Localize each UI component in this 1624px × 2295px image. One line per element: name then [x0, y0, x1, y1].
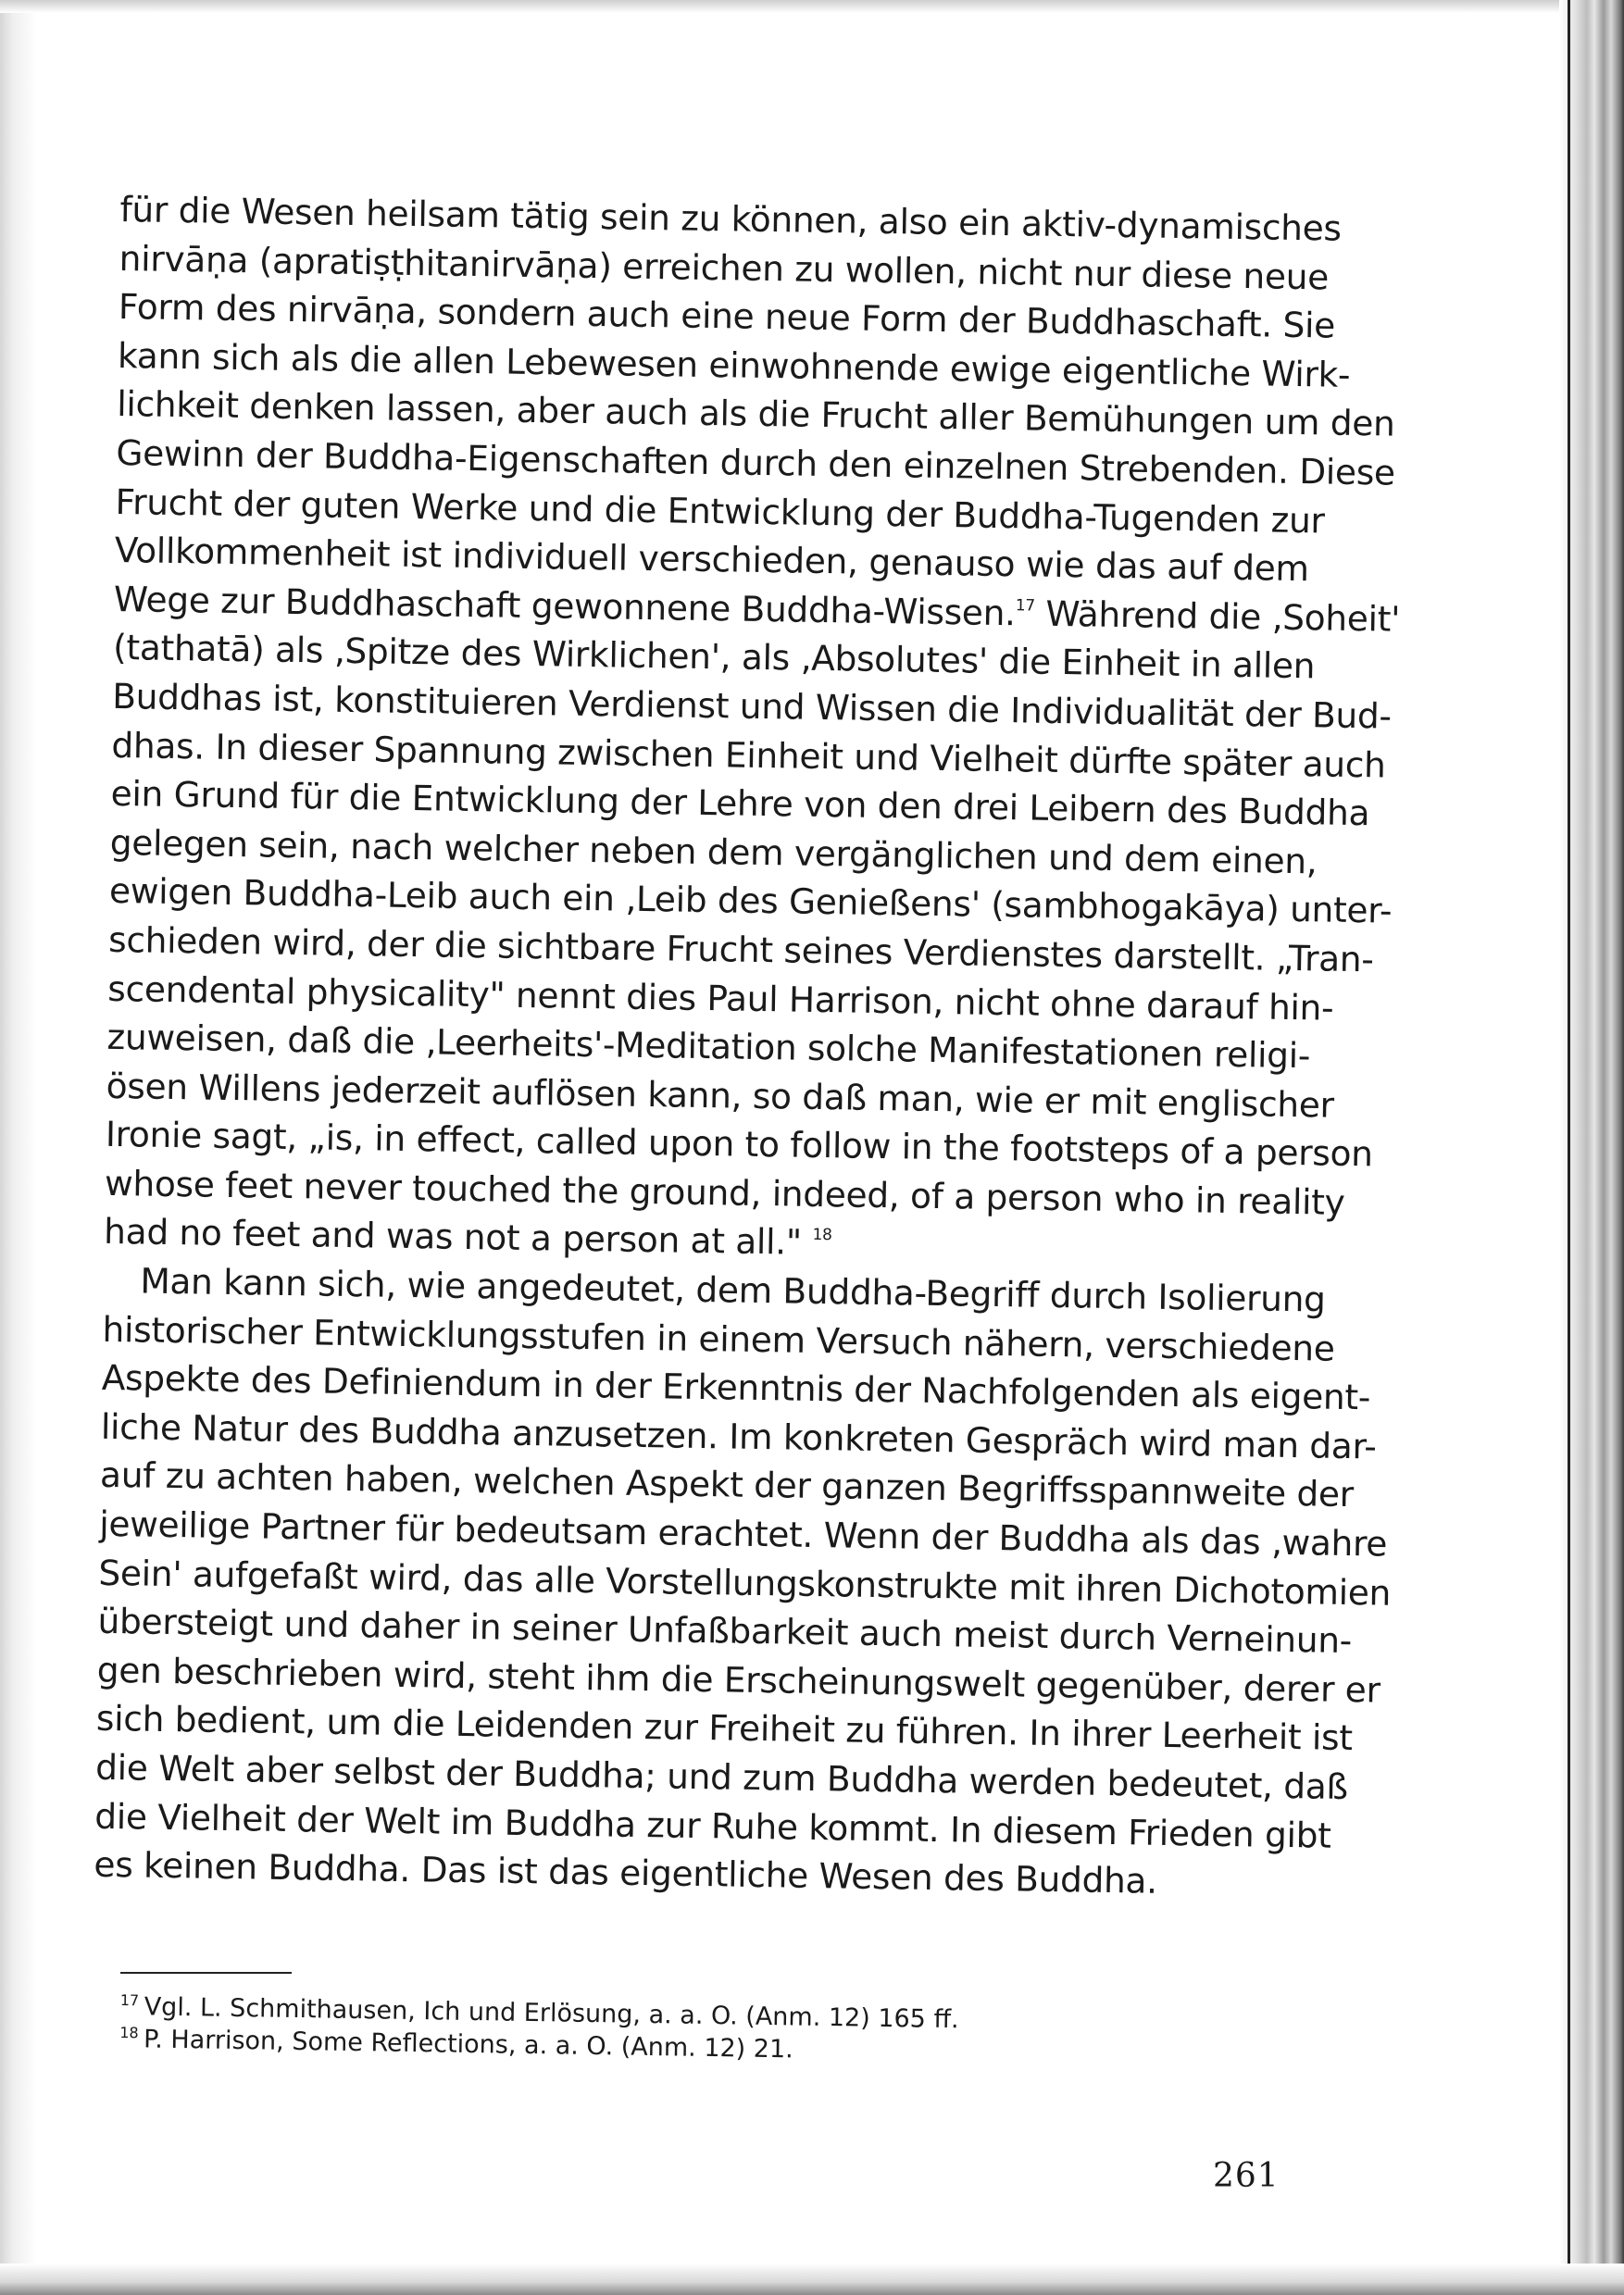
footnote-text: Vgl. L. Schmithausen, Ich und Erlösung, a. a. O. (Anm. 12) 165 ff.	[144, 1992, 959, 2035]
text-line: die Vielheit der Welt im Buddha zur Ruhe kommt. In diesem Frieden gibt	[94, 1795, 1331, 1856]
text-line: Man kann sich, wie angedeutet, dem Buddha-Begriff durch Isolierung	[140, 1260, 1326, 1320]
text-line: Aspekte des Definiendum in der Erkenntnis der Nachfolgenden als eigent-	[101, 1357, 1371, 1418]
text-line: gelegen sein, nach welcher neben dem vergänglichen und dem einen,	[109, 821, 1318, 882]
text-line: nirvāṇa (apratiṣṭhitanirvāṇa) erreichen zu wollen, nicht nur diese neue	[119, 237, 1330, 298]
text-line: Sein' aufgefaßt wird, das alle Vorstellungskonstrukte mit ihren Dichotomien	[98, 1552, 1392, 1614]
text-segment: Wege zur Buddhaschaft gewonnene Buddha-Wissen.	[113, 578, 1017, 633]
text-line: ewigen Buddha-Leib auch ein ‚Leib des Genießens' (sambhogakāya) unter-	[108, 870, 1393, 931]
text-line: schieden wird, der die sichtbare Frucht seines Verdienstes darstellt. „Tran-	[107, 918, 1374, 980]
text-line: auf zu achten haben, welchen Aspekt der ganzen Begriffsspannweite der	[99, 1454, 1355, 1515]
text-line: sich bedient, um die Leidenden zur Freiheit zu führen. In ihrer Leerheit ist	[95, 1698, 1354, 1759]
text-line: Frucht der guten Werke und die Entwicklung der Buddha-Tugenden zur	[115, 480, 1325, 542]
text-line: Gewinn der Buddha-Eigenschaften durch den einzelnen Strebenden. Diese	[116, 431, 1396, 493]
text-line: jeweilige Partner für bedeutsam erachtet. Wenn der Buddha als das ‚wahre	[98, 1503, 1388, 1565]
text-line: ein Grund für die Entwicklung der Lehre von den drei Leibern des Buddha	[110, 773, 1370, 834]
body-text	[94, 185, 1401, 1908]
text-line: kann sich als die allen Lebewesen einwohnende ewige eigentliche Wirk-	[117, 334, 1351, 395]
text-segment: Während die ‚Soheit'	[1034, 592, 1401, 640]
text-line: Ironie sagt, „is, in effect, called upon to follow in the footsteps of a person	[105, 1114, 1374, 1175]
text-line: zuweisen, daß die ‚Leerheits'-Meditation solche Manifestationen religi-	[106, 1016, 1311, 1077]
footnotes	[119, 1990, 1139, 2071]
footnote-text: P. Harrison, Some Reflections, a. a. O. (Anm. 12) 21.	[143, 2025, 793, 2064]
text-line: Form des nirvāṇa, sondern auch eine neue Form der Buddhaschaft. Sie	[118, 286, 1336, 346]
text-line: die Welt aber selbst der Buddha; und zum Buddha werden bedeutet, daß	[94, 1746, 1349, 1808]
text-line: dhas. In dieser Spannung zwischen Einheit und Vielheit dürfte später auch	[111, 724, 1386, 786]
text-line: (tathatā) als ‚Spitze des Wirklichen', als ‚Absolutes' die Einheit in allen	[112, 627, 1316, 687]
footnote-ref-17: 17	[1015, 595, 1036, 616]
text-line: es keinen Buddha. Das ist das eigentliche Wesen des Buddha.	[94, 1843, 1158, 1902]
footnote-separator	[120, 1972, 292, 1974]
text-line: lichkeit denken lassen, aber auch als die Frucht aller Bemühungen um den	[116, 383, 1395, 445]
page-edge-top	[0, 0, 1624, 13]
text-line: liche Natur des Buddha anzusetzen. Im konkreten Gespräch wird man dar-	[100, 1405, 1377, 1467]
page-number: 261	[1213, 2157, 1280, 2195]
text-line: gen beschrieben wird, steht ihm die Erscheinungswelt gegenüber, derer er	[96, 1649, 1380, 1711]
page-edge-bottom	[0, 2264, 1624, 2295]
text-line: Buddhas ist, konstituieren Verdienst und Wissen die Individualität der Bud-	[111, 675, 1393, 737]
book-spine-line	[1568, 0, 1570, 2295]
text-line: historischer Entwicklungsstufen in einem Versuch nähern, verschiedene	[102, 1308, 1335, 1369]
page-edge-left	[0, 0, 37, 2295]
text-line: übersteigt und daher in seiner Unfaßbarkeit auch meist durch Verneinun-	[97, 1601, 1353, 1662]
text-segment: had no feet and was not a person at all."	[103, 1211, 803, 1264]
text-line: ösen Willens jederzeit auflösen kann, so daß man, wie er mit englischer	[106, 1065, 1335, 1126]
text-line: whose feet never touched the ground, indeed, of a person who in reality	[104, 1162, 1345, 1223]
text-line: für die Wesen heilsam tätig sein zu können, also ein aktiv-dynamisches	[119, 188, 1343, 249]
text-line: Vollkommenheit ist individuell verschieden, genauso wie das auf dem	[114, 530, 1309, 590]
footnote-ref-18: 18	[812, 1226, 832, 1245]
text-line: scendental physicality" nennt dies Paul Harrison, nicht ohne darauf hin-	[107, 967, 1334, 1029]
